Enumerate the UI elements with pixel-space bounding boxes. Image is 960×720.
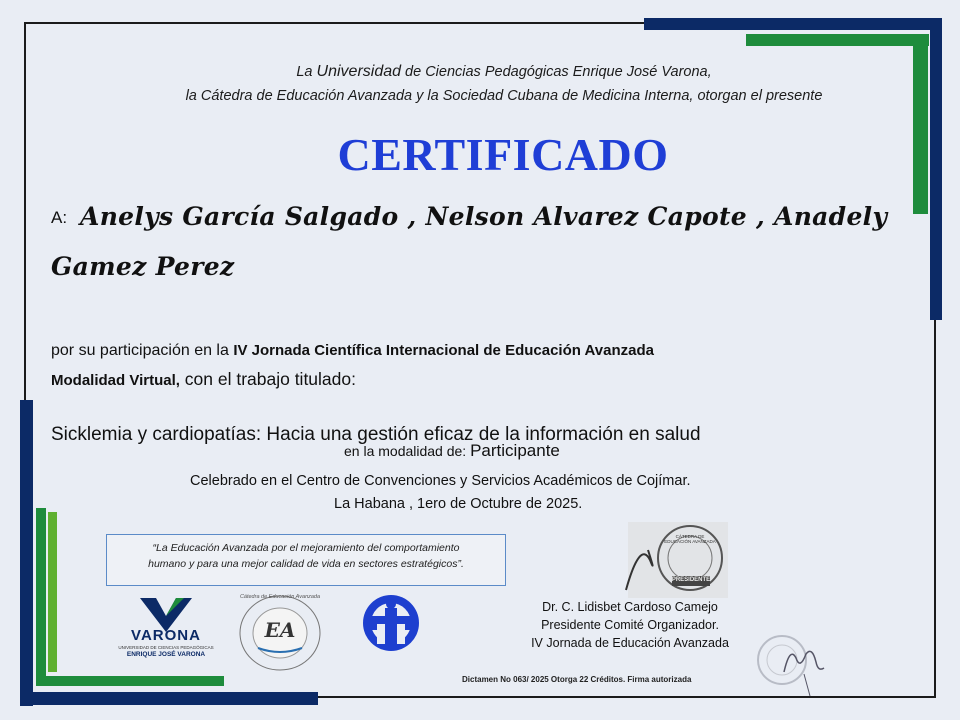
intro-line-2: la Cátedra de Educación Avanzada y la Sociedad Cubana de Medicina Interna, otorgan el presente [185, 88, 823, 104]
decor-navy-bar-bottom [20, 692, 318, 705]
decor-green-bar-bottom [36, 676, 224, 686]
recipient-names-line-2: Gamez Perez [51, 252, 235, 281]
stamp-seal-icon [620, 520, 730, 600]
venue-text: Celebrado en el Centro de Convenciones y Servicios Académicos de Cojímar. [190, 473, 691, 489]
dictamen-footer: Dictamen No 063/ 2025 Otorga 22 Créditos. Firma autorizada [462, 675, 692, 684]
place-date: La Habana , 1ero de Octubre de 2025. [334, 496, 583, 512]
decor-green-bar-left-2 [48, 512, 57, 672]
modality-line: en la modalidad de: Participante [344, 441, 560, 460]
recipient-label: A: [51, 208, 68, 227]
participation-line-2: Modalidad Virtual, con el trabajo titulado: [51, 369, 356, 389]
event-name: IV Jornada Científica Internacional de Educación Avanzada [233, 342, 654, 359]
decor-green-bar-top [746, 34, 929, 46]
society-logo [350, 594, 432, 652]
signatory-event: IV Jornada de Educación Avanzada [531, 636, 729, 650]
decor-navy-bar-top [644, 18, 942, 30]
varona-logo: VARONA UNIVERSIDAD DE CIENCIAS PEDAGÓGICAS ENRIQUE JOSÉ VARONA [112, 596, 220, 662]
medicine-society-emblem-icon [350, 594, 432, 652]
catedra-logo: EA Cátedra de Educación Avanzada [236, 592, 324, 674]
intro-line-1: La Universidad de Ciencias Pedagógicas Enrique José Varona, [296, 63, 712, 80]
modality-value: Participante [470, 441, 560, 460]
quote-box: “La Educación Avanzada por el mejoramiento del comportamiento humano y para una mejor calidad de vida en sectores estratégicos”. [106, 534, 506, 586]
decor-green-bar-left [36, 508, 46, 686]
work-title: Sicklemia y cardiopatías: Hacia una gestión eficaz de la información en salud [51, 424, 701, 445]
official-stamp: PRESIDENTE CÁTEDRA DE EDUCACIÓN AVANZADA [620, 520, 730, 600]
signatory-name: Dr. C. Lidisbet Cardoso Camejo [542, 600, 718, 614]
participation-line-1: por su participación en la IV Jornada Científica Internacional de Educación Avanzada [51, 342, 654, 359]
signatory-role: Presidente Comité Organizador. [541, 618, 719, 632]
decor-navy-bar-left [20, 400, 33, 706]
recipient-names-line-1: Anelys García Salgado , Nelson Alvarez Capote , Anadely [80, 202, 888, 231]
signature-seal [754, 628, 826, 698]
certificate-title: CERTIFICADO [337, 129, 669, 180]
signature-mark-icon [754, 628, 826, 698]
